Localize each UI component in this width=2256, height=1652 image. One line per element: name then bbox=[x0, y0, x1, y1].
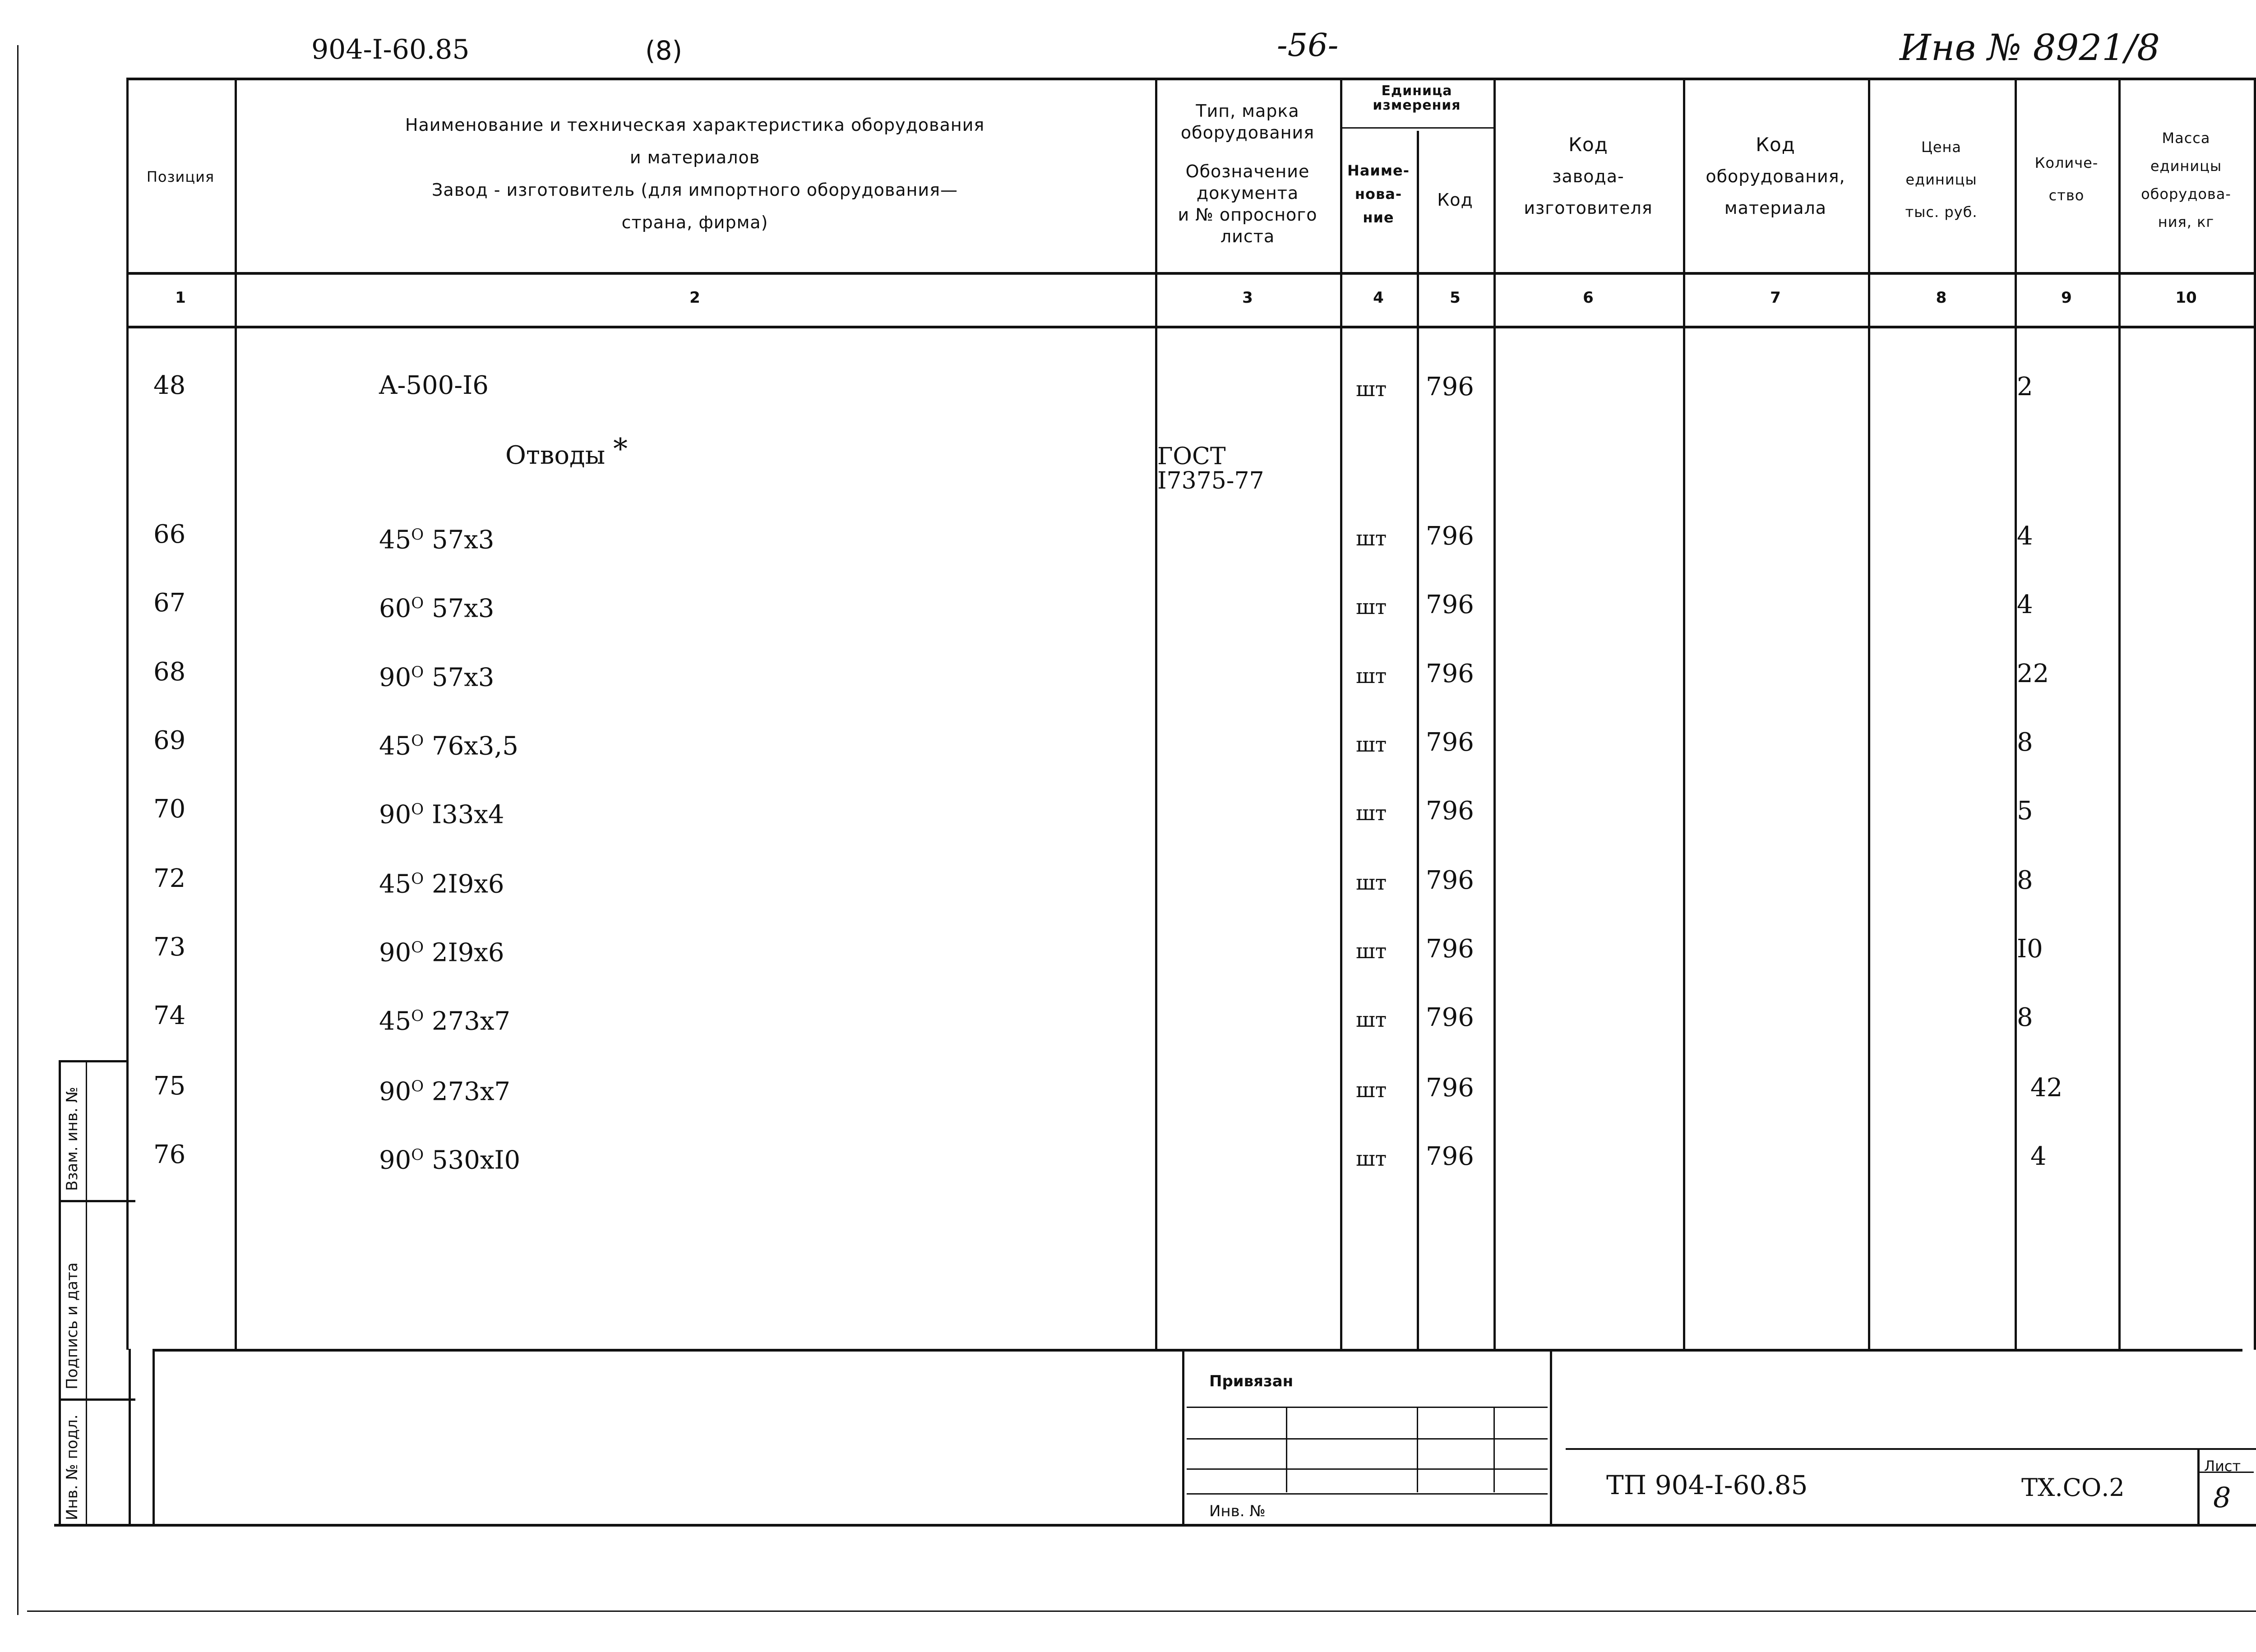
degree-sign: O bbox=[411, 663, 424, 681]
row-48-unit: шт bbox=[1356, 377, 1387, 401]
row-66-code: 796 bbox=[1426, 521, 1474, 551]
header-mass-line3: оборудова- bbox=[2141, 185, 2231, 203]
side-label-inv-podl: Инв. № подл. bbox=[63, 1414, 81, 1520]
header-type-line3: Обозначение bbox=[1185, 162, 1310, 181]
row-69-position: 69 bbox=[153, 726, 186, 755]
row-69-code: 796 bbox=[1426, 728, 1474, 757]
header-unit-line1: Единица bbox=[1381, 83, 1452, 99]
colnum-3: 3 bbox=[1242, 289, 1253, 307]
row-72-unit: шт bbox=[1356, 870, 1387, 895]
header-mass-line4: ния, кг bbox=[2158, 213, 2214, 231]
list-box-left bbox=[2197, 1448, 2200, 1524]
header-type-line5: и № опросного bbox=[1178, 205, 1318, 225]
header-bottom-line bbox=[126, 272, 2256, 275]
header-type-line4: документа bbox=[1196, 183, 1299, 203]
pipe-size: 530xI0 bbox=[431, 1145, 521, 1175]
header-unit-group bbox=[1342, 84, 1491, 113]
col-sep-7 bbox=[1868, 78, 1870, 1350]
header-quantity bbox=[2017, 147, 2116, 212]
side-label-vzam: Взам. инв. № bbox=[63, 1087, 81, 1191]
side-stamp-div2 bbox=[59, 1398, 135, 1401]
side-stamp-top bbox=[59, 1060, 126, 1062]
sheet-paren: (8) bbox=[645, 35, 683, 66]
header-price bbox=[1870, 131, 2012, 228]
header-unit-name-line1: Наиме- bbox=[1347, 162, 1410, 179]
colnum-1: 1 bbox=[175, 289, 186, 307]
side-stamp-left bbox=[59, 1060, 61, 1525]
stamp-inv-label: Инв. № bbox=[1209, 1502, 1266, 1520]
row-66-position: 66 bbox=[153, 520, 186, 549]
group-title-text: Отводы bbox=[505, 441, 606, 470]
col-sep-3 bbox=[1340, 78, 1342, 1350]
degree-sign: O bbox=[411, 594, 424, 612]
row-76-unit: шт bbox=[1356, 1146, 1387, 1171]
row-73-qty: I0 bbox=[2017, 934, 2043, 964]
header-price-line2: единицы bbox=[1905, 171, 1977, 188]
privyazan-line4 bbox=[1187, 1493, 1548, 1495]
header-mass-line1: Масса bbox=[2162, 129, 2210, 147]
row-69-name bbox=[379, 727, 518, 760]
degree-sign: O bbox=[411, 732, 424, 750]
degree-sign: O bbox=[411, 1007, 424, 1025]
side-stamp-div1 bbox=[59, 1200, 135, 1202]
row-72-qty: 8 bbox=[2017, 866, 2033, 895]
row-73-code: 796 bbox=[1426, 934, 1474, 964]
colnum-5: 5 bbox=[1450, 289, 1461, 307]
colnum-2: 2 bbox=[689, 289, 700, 307]
row-69-qty: 8 bbox=[2017, 728, 2033, 757]
group-title-mark: * bbox=[613, 433, 628, 466]
pipe-size: 2I9x6 bbox=[431, 938, 504, 968]
page-number: -56- bbox=[1277, 27, 1339, 64]
side-label-podpis: Подпись и дата bbox=[63, 1262, 81, 1389]
header-unit-line2: измерения bbox=[1373, 97, 1461, 113]
title-block-line bbox=[1566, 1448, 2256, 1450]
row-70-qty: 5 bbox=[2017, 796, 2033, 826]
header-equip-code-line3: материала bbox=[1724, 198, 1827, 218]
row-48-qty: 2 bbox=[2017, 372, 2033, 401]
table-right-line bbox=[2254, 78, 2256, 1350]
col-sep-1 bbox=[235, 78, 237, 1350]
privyazan-vline1 bbox=[1286, 1407, 1287, 1492]
header-mass bbox=[2121, 124, 2251, 236]
pipe-size: 273x7 bbox=[431, 1006, 511, 1036]
col-sep-5 bbox=[1493, 78, 1496, 1350]
row-67-qty: 4 bbox=[2017, 590, 2033, 619]
col-sep-2 bbox=[1155, 78, 1157, 1350]
degree-sign: O bbox=[411, 526, 424, 544]
inventory-handwritten: Инв № 8921/8 bbox=[1900, 27, 2160, 69]
row-72-code: 796 bbox=[1426, 866, 1474, 895]
row-75-unit: шт bbox=[1356, 1078, 1387, 1102]
side-stamp-mid bbox=[86, 1060, 87, 1525]
header-equip-code bbox=[1685, 129, 1866, 224]
degree-sign: O bbox=[411, 800, 424, 818]
row-69-unit: шт bbox=[1356, 732, 1387, 757]
doc-code-top: 904-I-60.85 bbox=[311, 34, 470, 65]
row-68-code: 796 bbox=[1426, 659, 1474, 688]
header-equip-code-line2: оборудования, bbox=[1706, 166, 1845, 186]
pipe-size: I33x4 bbox=[431, 800, 504, 830]
row-72-position: 72 bbox=[153, 864, 186, 893]
row-68-unit: шт bbox=[1356, 664, 1387, 688]
bottom-left-edge bbox=[153, 1349, 155, 1525]
colnum-4: 4 bbox=[1373, 289, 1384, 307]
degree-sign: O bbox=[411, 1146, 424, 1164]
group-title bbox=[505, 433, 628, 470]
row-74-position: 74 bbox=[153, 1001, 186, 1030]
header-plant-code-line1: Код bbox=[1568, 134, 1608, 156]
col-sep-6 bbox=[1683, 78, 1685, 1350]
angle-value: 45 bbox=[379, 731, 411, 761]
angle-value: 90 bbox=[379, 800, 411, 830]
privyazan-label: Привязан bbox=[1209, 1372, 1294, 1390]
header-equip-code-line1: Код bbox=[1756, 134, 1795, 156]
header-name-line3: Завод - изготовитель (для импортного оборудования— bbox=[432, 180, 958, 200]
header-unit-name-line2: нова- bbox=[1355, 185, 1402, 203]
degree-sign: O bbox=[411, 938, 424, 956]
colnum-6: 6 bbox=[1583, 289, 1594, 307]
colnum-7: 7 bbox=[1770, 289, 1781, 307]
table-top-line bbox=[126, 78, 2256, 80]
angle-value: 90 bbox=[379, 1145, 411, 1175]
row-74-qty: 8 bbox=[2017, 1003, 2033, 1032]
degree-sign: O bbox=[411, 870, 424, 888]
row-66-qty: 4 bbox=[2017, 521, 2033, 551]
angle-value: 45 bbox=[379, 869, 411, 899]
header-unit-code: Код bbox=[1437, 190, 1473, 210]
group-standard-line1: ГОСТ bbox=[1157, 443, 1226, 470]
row-75-code: 796 bbox=[1426, 1073, 1474, 1103]
pipe-size: 2I9x6 bbox=[431, 869, 504, 899]
pipe-size: 76x3,5 bbox=[431, 731, 518, 761]
header-name-line2: и материалов bbox=[629, 148, 760, 167]
header-plant-code-line3: изготовителя bbox=[1524, 198, 1653, 218]
row-48-position: 48 bbox=[153, 371, 186, 400]
row-70-position: 70 bbox=[153, 794, 186, 824]
header-type-line6: листа bbox=[1220, 226, 1275, 246]
row-76-qty: 4 bbox=[2030, 1142, 2047, 1171]
angle-value: 90 bbox=[379, 938, 411, 968]
row-76-position: 76 bbox=[153, 1140, 186, 1169]
header-name-line1: Наименование и техническая характеристика оборудования bbox=[405, 115, 985, 135]
row-74-code: 796 bbox=[1426, 1003, 1474, 1032]
privyazan-vline3 bbox=[1493, 1407, 1495, 1492]
row-66-unit: шт bbox=[1356, 526, 1387, 550]
row-70-name bbox=[379, 796, 504, 829]
colnum-10: 10 bbox=[2175, 289, 2197, 307]
row-68-position: 68 bbox=[153, 657, 186, 687]
header-unit-name bbox=[1342, 159, 1415, 229]
row-67-unit: шт bbox=[1356, 595, 1387, 619]
privyazan-vline2 bbox=[1417, 1407, 1418, 1492]
pipe-size: 57x3 bbox=[431, 663, 495, 692]
row-68-name bbox=[379, 659, 494, 692]
row-48-code: 796 bbox=[1426, 372, 1474, 401]
title-tp-code: ТП 904-I-60.85 bbox=[1606, 1470, 1808, 1500]
pipe-size: 57x3 bbox=[431, 525, 495, 555]
row-75-position: 75 bbox=[153, 1071, 186, 1101]
list-number: 8 bbox=[2213, 1481, 2231, 1514]
angle-value: 60 bbox=[379, 594, 411, 623]
row-74-name bbox=[379, 1002, 510, 1035]
row-70-unit: шт bbox=[1356, 801, 1387, 825]
header-price-line1: Цена bbox=[1921, 138, 1962, 156]
header-quantity-line2: ство bbox=[2048, 187, 2085, 204]
col-sep-8 bbox=[2015, 78, 2017, 1350]
header-unit-name-line3: ние bbox=[1363, 209, 1394, 226]
header-type-line1: Тип, марка bbox=[1196, 101, 1299, 121]
header-type-line2: оборудования bbox=[1180, 123, 1315, 143]
row-76-name bbox=[379, 1141, 520, 1174]
row-76-code: 796 bbox=[1426, 1142, 1474, 1171]
table-left-line bbox=[126, 78, 129, 1350]
title-tx-code: ТХ.СО.2 bbox=[2021, 1473, 2125, 1502]
header-plant-code-line2: завода- bbox=[1552, 166, 1624, 186]
colnum-9: 9 bbox=[2061, 289, 2072, 307]
header-price-line3: тыс. руб. bbox=[1905, 203, 1978, 221]
side-stamp-bottom bbox=[54, 1524, 2256, 1527]
header-plant-code bbox=[1496, 129, 1681, 224]
row-48-name: A-500-I6 bbox=[379, 371, 489, 400]
row-72-name bbox=[379, 865, 504, 898]
row-66-name bbox=[379, 521, 494, 554]
list-label: Лист bbox=[2204, 1458, 2241, 1475]
row-68-qty: 22 bbox=[2017, 659, 2049, 688]
header-mass-line2: единицы bbox=[2150, 157, 2222, 175]
unit-group-divider bbox=[1340, 127, 1493, 129]
header-name-line4: страна, фирма) bbox=[621, 212, 768, 232]
colnum-bottom-line bbox=[126, 326, 2256, 328]
row-73-name bbox=[379, 934, 504, 967]
row-73-unit: шт bbox=[1356, 939, 1387, 963]
row-73-position: 73 bbox=[153, 932, 186, 962]
header-type bbox=[1157, 100, 1338, 247]
angle-value: 45 bbox=[379, 525, 411, 555]
pipe-size: 57x3 bbox=[431, 594, 495, 623]
col-sep-9 bbox=[2118, 78, 2121, 1350]
row-70-code: 796 bbox=[1426, 796, 1474, 826]
colnum-8: 8 bbox=[1936, 289, 1947, 307]
degree-sign: O bbox=[411, 1077, 424, 1095]
row-74-unit: шт bbox=[1356, 1007, 1387, 1032]
row-75-qty: 42 bbox=[2030, 1073, 2063, 1103]
row-75-name bbox=[379, 1073, 510, 1106]
row-67-code: 796 bbox=[1426, 590, 1474, 619]
row-67-name bbox=[379, 590, 494, 623]
row-67-position: 67 bbox=[153, 588, 186, 618]
angle-value: 90 bbox=[379, 663, 411, 692]
header-position: Позиция bbox=[146, 168, 215, 185]
side-stamp-right bbox=[129, 1349, 131, 1525]
pipe-size: 273x7 bbox=[431, 1077, 511, 1107]
header-quantity-line1: Количе- bbox=[2034, 154, 2099, 171]
page-bottom-border bbox=[27, 1610, 2256, 1612]
page-left-border bbox=[17, 45, 18, 1615]
col-sep-4 bbox=[1417, 131, 1419, 1350]
angle-value: 45 bbox=[379, 1006, 411, 1036]
angle-value: 90 bbox=[379, 1077, 411, 1107]
header-name bbox=[239, 111, 1151, 236]
group-standard-line2: I7375-77 bbox=[1157, 467, 1264, 494]
